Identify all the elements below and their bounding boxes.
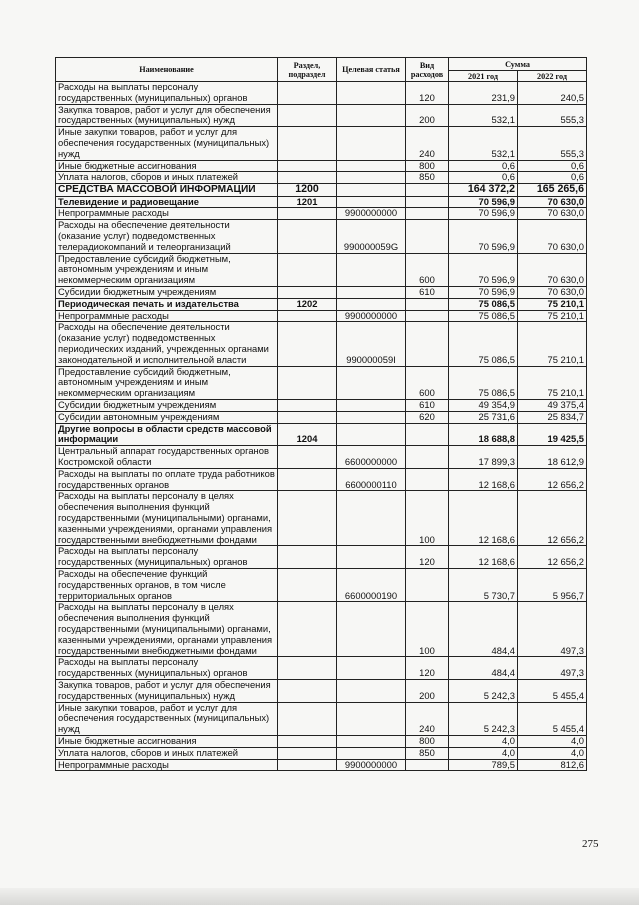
cell-section (278, 602, 337, 657)
cell-target (337, 679, 406, 702)
table-row (56, 208, 587, 220)
cell-kind: 800 (406, 735, 449, 747)
cell-sum-2022: 75 210,1 (518, 366, 587, 399)
cell-sum-2022: 4,0 (518, 747, 587, 759)
cell-target (337, 160, 406, 172)
cell-name: Предоставление субсидий бюджетным, автономным учреждениям и иным некоммерческим организациям (56, 253, 278, 286)
table-row (56, 172, 587, 184)
budget-table (55, 57, 587, 771)
cell-kind (406, 423, 449, 446)
table-row (56, 657, 587, 680)
cell-name: Уплата налогов, сборов и иных платежей (56, 172, 278, 184)
cell-section (278, 208, 337, 220)
cell-sum-2021: 75 086,5 (449, 322, 518, 366)
cell-sum-2022: 812,6 (518, 759, 587, 771)
cell-section (278, 104, 337, 127)
scan-edge (0, 888, 639, 905)
cell-section (278, 172, 337, 184)
table-row (56, 468, 587, 491)
cell-sum-2021: 4,0 (449, 735, 518, 747)
table-row (56, 310, 587, 322)
cell-kind: 100 (406, 491, 449, 546)
cell-kind: 200 (406, 104, 449, 127)
cell-target (337, 546, 406, 569)
cell-name: Иные бюджетные ассигнования (56, 735, 278, 747)
cell-sum-2021: 12 168,6 (449, 491, 518, 546)
table-row (56, 546, 587, 569)
cell-sum-2022: 12 656,2 (518, 491, 587, 546)
cell-name: Непрограммные расходы (56, 208, 278, 220)
table-row (56, 127, 587, 160)
cell-sum-2022: 75 210,1 (518, 310, 587, 322)
cell-target (337, 423, 406, 446)
cell-kind: 610 (406, 400, 449, 412)
cell-target: 9900000000 (337, 208, 406, 220)
table-row (56, 400, 587, 412)
cell-sum-2022: 165 265,6 (518, 184, 587, 197)
cell-kind: 120 (406, 657, 449, 680)
cell-name: Предоставление субсидий бюджетным, автономным учреждениям и иным некоммерческим организациям (56, 366, 278, 399)
cell-sum-2021: 75 086,5 (449, 298, 518, 310)
cell-section: 1201 (278, 196, 337, 208)
page-number: 275 (582, 838, 599, 850)
cell-section (278, 160, 337, 172)
cell-section (278, 310, 337, 322)
cell-sum-2021: 5 242,3 (449, 679, 518, 702)
cell-sum-2022: 5 956,7 (518, 568, 587, 601)
cell-name: СРЕДСТВА МАССОВОЙ ИНФОРМАЦИИ (56, 184, 278, 197)
header-year-2021: 2021 год (449, 71, 518, 82)
cell-section (278, 735, 337, 747)
cell-kind (406, 322, 449, 366)
cell-kind (406, 310, 449, 322)
cell-kind (406, 220, 449, 253)
cell-section (278, 679, 337, 702)
cell-section: 1200 (278, 184, 337, 197)
cell-target (337, 702, 406, 735)
table-row (56, 366, 587, 399)
cell-section (278, 127, 337, 160)
cell-sum-2021: 17 899,3 (449, 446, 518, 469)
cell-name: Непрограммные расходы (56, 310, 278, 322)
cell-target (337, 287, 406, 299)
cell-target: 9900000000 (337, 759, 406, 771)
table-row (56, 196, 587, 208)
cell-sum-2022: 19 425,5 (518, 423, 587, 446)
cell-sum-2021: 5 730,7 (449, 568, 518, 601)
cell-kind: 120 (406, 546, 449, 569)
cell-sum-2022: 12 656,2 (518, 468, 587, 491)
cell-sum-2021: 484,4 (449, 657, 518, 680)
cell-name: Расходы на выплаты персоналу в целях обеспечения выполнения функций государственными (муниципальными) органами, казенными учреждениями, органами управления государственными внебюджетными фондами (56, 602, 278, 657)
cell-sum-2022: 70 630,0 (518, 208, 587, 220)
table-row (56, 735, 587, 747)
cell-target (337, 747, 406, 759)
cell-kind (406, 298, 449, 310)
cell-sum-2022: 25 834,7 (518, 411, 587, 423)
cell-name: Центральный аппарат государственных органов Костромской области (56, 446, 278, 469)
cell-section (278, 287, 337, 299)
cell-section (278, 366, 337, 399)
cell-target (337, 411, 406, 423)
table-row (56, 104, 587, 127)
cell-section (278, 546, 337, 569)
cell-target (337, 366, 406, 399)
cell-section (278, 702, 337, 735)
cell-sum-2021: 0,6 (449, 172, 518, 184)
cell-sum-2021: 5 242,3 (449, 702, 518, 735)
cell-kind: 620 (406, 411, 449, 423)
table-row (56, 759, 587, 771)
cell-name: Расходы на выплаты персоналу государственных (муниципальных) органов (56, 82, 278, 105)
table-row (56, 446, 587, 469)
cell-target (337, 253, 406, 286)
cell-kind (406, 468, 449, 491)
cell-section (278, 322, 337, 366)
header-sum: Сумма (449, 58, 587, 71)
cell-target (337, 735, 406, 747)
cell-sum-2021: 12 168,6 (449, 468, 518, 491)
cell-kind: 600 (406, 366, 449, 399)
cell-target (337, 172, 406, 184)
cell-name: Другие вопросы в области средств массовой информации (56, 423, 278, 446)
table-row (56, 423, 587, 446)
cell-sum-2021: 70 596,9 (449, 253, 518, 286)
cell-sum-2022: 75 210,1 (518, 298, 587, 310)
header-target: Целевая статья (337, 58, 406, 82)
cell-name: Расходы на выплаты по оплате труда работников государственных органов (56, 468, 278, 491)
cell-kind (406, 196, 449, 208)
cell-target (337, 184, 406, 197)
table-row (56, 702, 587, 735)
cell-sum-2021: 70 596,9 (449, 220, 518, 253)
cell-name: Непрограммные расходы (56, 759, 278, 771)
cell-sum-2022: 5 455,4 (518, 702, 587, 735)
cell-section (278, 491, 337, 546)
table-row (56, 287, 587, 299)
cell-name: Телевидение и радиовещание (56, 196, 278, 208)
cell-name: Расходы на выплаты персоналу в целях обеспечения выполнения функций государственными (муниципальными) органами, казенными учреждениями, органами управления государственными внебюджетными фондами (56, 491, 278, 546)
cell-section (278, 468, 337, 491)
cell-sum-2022: 555,3 (518, 104, 587, 127)
cell-kind: 800 (406, 160, 449, 172)
cell-name: Иные закупки товаров, работ и услуг для обеспечения государственных (муниципальных) нужд (56, 127, 278, 160)
table-row (56, 253, 587, 286)
cell-sum-2021: 70 596,9 (449, 208, 518, 220)
cell-name: Периодическая печать и издательства (56, 298, 278, 310)
cell-sum-2021: 0,6 (449, 160, 518, 172)
cell-sum-2021: 75 086,5 (449, 366, 518, 399)
cell-sum-2021: 12 168,6 (449, 546, 518, 569)
header-kind: Вид расходов (406, 58, 449, 82)
cell-kind: 850 (406, 172, 449, 184)
cell-section (278, 400, 337, 412)
cell-sum-2022: 497,3 (518, 602, 587, 657)
cell-target: 6600000110 (337, 468, 406, 491)
cell-kind: 850 (406, 747, 449, 759)
cell-sum-2022: 70 630,0 (518, 287, 587, 299)
table-body (56, 82, 587, 771)
table-row (56, 411, 587, 423)
table-row (56, 220, 587, 253)
cell-sum-2022: 497,3 (518, 657, 587, 680)
cell-name: Закупка товаров, работ и услуг для обеспечения государственных (муниципальных) нужд (56, 104, 278, 127)
cell-sum-2021: 532,1 (449, 104, 518, 127)
cell-kind (406, 208, 449, 220)
cell-kind: 200 (406, 679, 449, 702)
cell-kind: 610 (406, 287, 449, 299)
cell-sum-2021: 4,0 (449, 747, 518, 759)
cell-section: 1202 (278, 298, 337, 310)
cell-name: Субсидии бюджетным учреждениям (56, 287, 278, 299)
cell-name: Иные закупки товаров, работ и услуг для обеспечения государственных (муниципальных) нужд (56, 702, 278, 735)
cell-name: Расходы на обеспечение деятельности (оказание услуг) подведомственных телерадиокомпаний и телеорганизаций (56, 220, 278, 253)
cell-name: Расходы на выплаты персоналу государственных (муниципальных) органов (56, 546, 278, 569)
cell-sum-2022: 70 630,0 (518, 196, 587, 208)
cell-name: Закупка товаров, работ и услуг для обеспечения государственных (муниципальных) нужд (56, 679, 278, 702)
cell-sum-2021: 75 086,5 (449, 310, 518, 322)
cell-name: Субсидии автономным учреждениям (56, 411, 278, 423)
header-name: Наименование (56, 58, 278, 82)
table-row (56, 160, 587, 172)
table-row (56, 491, 587, 546)
cell-sum-2022: 70 630,0 (518, 253, 587, 286)
cell-target (337, 657, 406, 680)
cell-name: Расходы на выплаты персоналу государственных (муниципальных) органов (56, 657, 278, 680)
cell-sum-2021: 18 688,8 (449, 423, 518, 446)
table-row (56, 82, 587, 105)
cell-section: 1204 (278, 423, 337, 446)
cell-target (337, 491, 406, 546)
cell-sum-2022: 555,3 (518, 127, 587, 160)
header-year-2022: 2022 год (518, 71, 587, 82)
cell-target: 990000059G (337, 220, 406, 253)
cell-name: Субсидии бюджетным учреждениям (56, 400, 278, 412)
cell-target (337, 82, 406, 105)
cell-kind (406, 184, 449, 197)
cell-sum-2021: 49 354,9 (449, 400, 518, 412)
table-row (56, 747, 587, 759)
cell-sum-2022: 49 375,4 (518, 400, 587, 412)
cell-target: 990000059I (337, 322, 406, 366)
cell-sum-2021: 70 596,9 (449, 196, 518, 208)
cell-target (337, 400, 406, 412)
table-row (56, 298, 587, 310)
cell-kind: 100 (406, 602, 449, 657)
cell-sum-2022: 75 210,1 (518, 322, 587, 366)
cell-sum-2022: 240,5 (518, 82, 587, 105)
cell-sum-2022: 5 455,4 (518, 679, 587, 702)
cell-target (337, 602, 406, 657)
cell-target: 6600000190 (337, 568, 406, 601)
header-section: Раздел, подраздел (278, 58, 337, 82)
cell-section (278, 220, 337, 253)
cell-sum-2022: 0,6 (518, 160, 587, 172)
cell-name: Расходы на обеспечение деятельности (оказание услуг) подведомственных периодических изданий, учрежденных органами законодательной и исполнительной власти (56, 322, 278, 366)
cell-sum-2021: 70 596,9 (449, 287, 518, 299)
cell-name: Расходы на обеспечение функций государственных органов, в том числе территориальных органов (56, 568, 278, 601)
cell-section (278, 747, 337, 759)
cell-section (278, 759, 337, 771)
cell-section (278, 411, 337, 423)
table-row (56, 568, 587, 601)
cell-kind: 240 (406, 127, 449, 160)
cell-sum-2021: 484,4 (449, 602, 518, 657)
cell-sum-2022: 18 612,9 (518, 446, 587, 469)
cell-sum-2022: 4,0 (518, 735, 587, 747)
table-row (56, 184, 587, 197)
cell-name: Уплата налогов, сборов и иных платежей (56, 747, 278, 759)
cell-sum-2021: 25 731,6 (449, 411, 518, 423)
cell-kind (406, 759, 449, 771)
cell-section (278, 82, 337, 105)
cell-section (278, 657, 337, 680)
table-row (56, 602, 587, 657)
cell-section (278, 253, 337, 286)
table-row (56, 322, 587, 366)
cell-target (337, 127, 406, 160)
cell-target (337, 298, 406, 310)
cell-sum-2021: 532,1 (449, 127, 518, 160)
cell-target: 6600000000 (337, 446, 406, 469)
cell-target (337, 104, 406, 127)
cell-sum-2021: 164 372,2 (449, 184, 518, 197)
cell-sum-2022: 70 630,0 (518, 220, 587, 253)
table-header (56, 58, 587, 82)
cell-name: Иные бюджетные ассигнования (56, 160, 278, 172)
cell-sum-2022: 0,6 (518, 172, 587, 184)
cell-kind (406, 568, 449, 601)
cell-kind (406, 446, 449, 469)
cell-kind: 240 (406, 702, 449, 735)
table-row (56, 679, 587, 702)
cell-sum-2021: 789,5 (449, 759, 518, 771)
cell-section (278, 568, 337, 601)
cell-target (337, 196, 406, 208)
cell-kind: 120 (406, 82, 449, 105)
cell-sum-2022: 12 656,2 (518, 546, 587, 569)
cell-target: 9900000000 (337, 310, 406, 322)
cell-section (278, 446, 337, 469)
cell-sum-2021: 231,9 (449, 82, 518, 105)
cell-kind: 600 (406, 253, 449, 286)
